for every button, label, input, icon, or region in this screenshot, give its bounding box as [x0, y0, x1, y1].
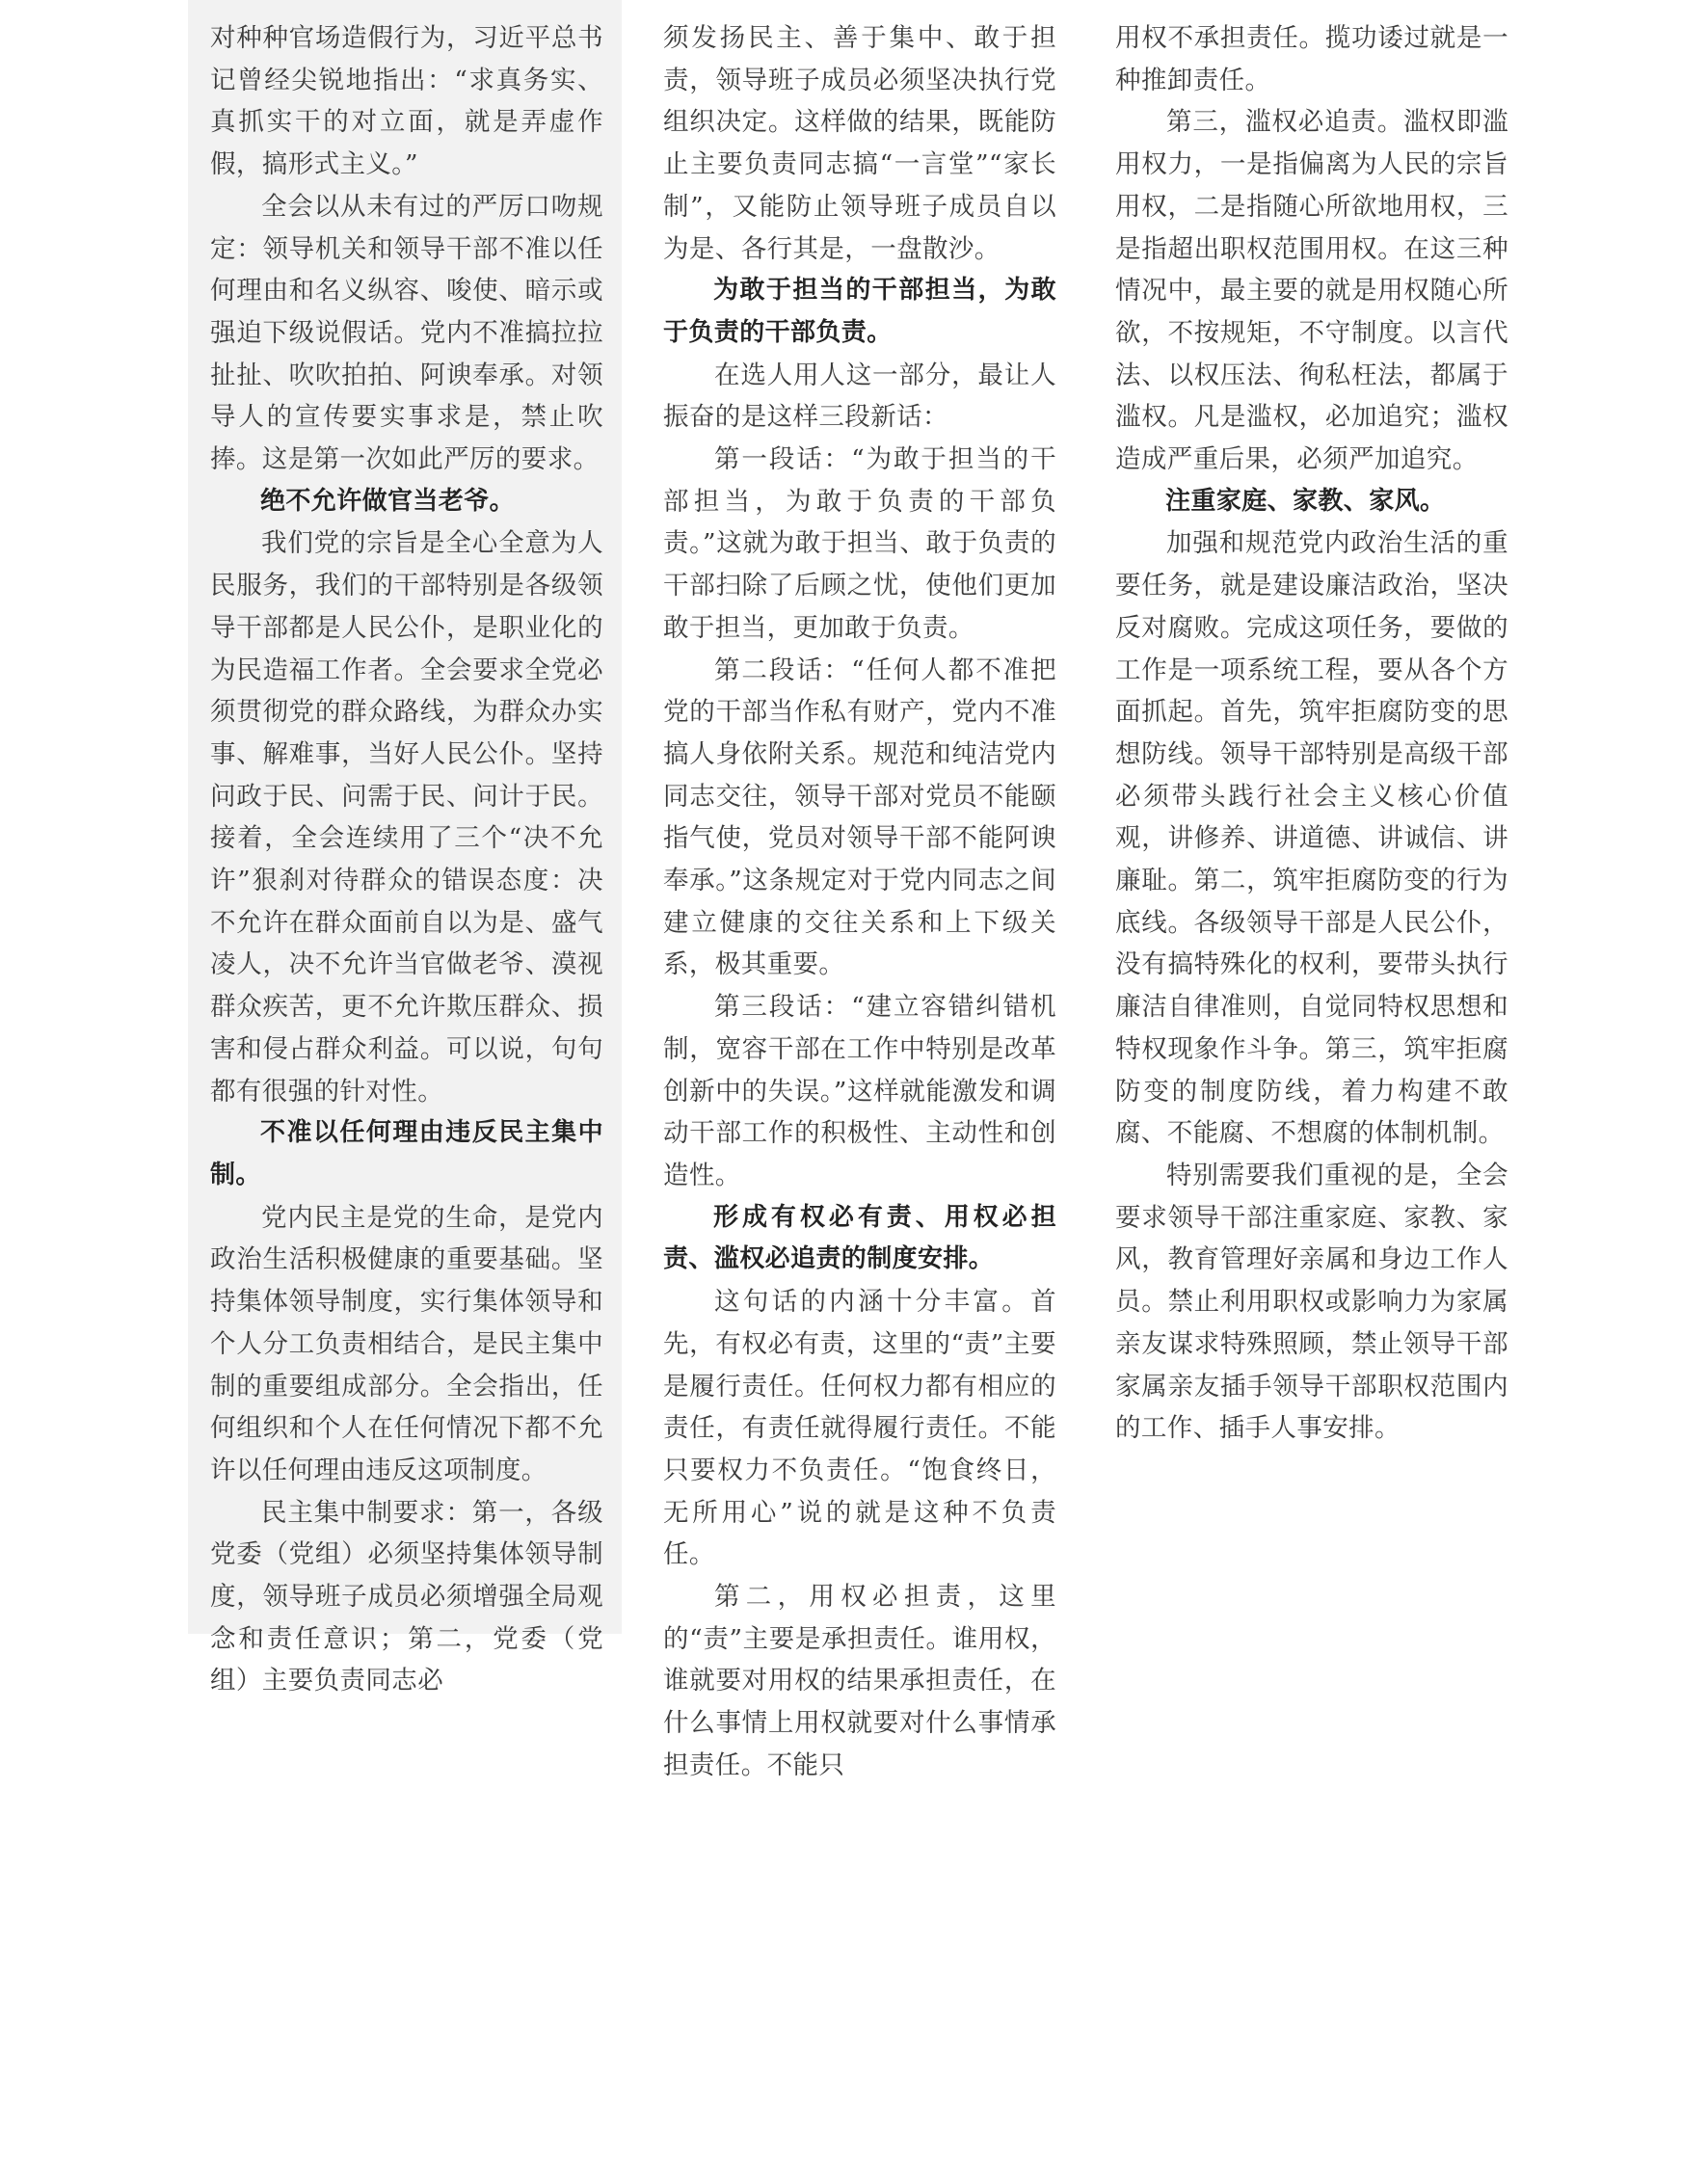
- paragraph: 对种种官场造假行为，习近平总书记曾经尖锐地指出：“求真务实、真抓实干的对立面，就是弄虚作假，搞形式主义。”: [210, 23, 603, 180]
- section-heading: 形成有权必有责、用权必担责、滥权必追责的制度安排。: [663, 1202, 1056, 1274]
- paragraph: 须发扬民主、善于集中、敢于担责，领导班子成员必须坚决执行党组织决定。这样做的结果，既能防止主要负责同志搞“一言堂”“家长制”，又能防止领导班子成员自以为是、各行其是，一盘散沙。: [663, 23, 1056, 264]
- paragraph: 第三段话：“建立容错纠错机制，宽容干部在工作中特别是改革创新中的失误。”这样就能激发和调动干部工作的积极性、主动性和创造性。: [663, 992, 1056, 1190]
- paragraph: 第三，滥权必追责。滥权即滥用权力，一是指偏离为人民的宗旨用权，二是指随心所欲地用权，三是指超出职权范围用权。在这三种情况中，最主要的就是用权随心所欲，不按规矩，不守制度。以言代法、以权压法、徇私枉法，都属于滥权。凡是滥权，必加追究；滥权造成严重后果，必须严加追究。: [1115, 107, 1508, 475]
- paragraph: 在选人用人这一部分，最让人振奋的是这样三段新话：: [663, 360, 1056, 433]
- section-heading: 不准以任何理由违反民主集中制。: [210, 1118, 603, 1189]
- paragraph: 党内民主是党的生命，是党内政治生活积极健康的重要基础。坚持集体领导制度，实行集体领导和个人分工负责相结合，是民主集中制的重要组成部分。全会指出，任何组织和个人在任何情况下都不允许以任何理由违反这项制度。: [210, 1202, 603, 1485]
- paragraph: 第二段话：“任何人都不准把党的干部当作私有财产，党内不准搞人身依附关系。规范和纯洁党内同志交往，领导干部对党员不能颐指气使，党员对领导干部不能阿谀奉承。”这条规定对于党内同志之间建立健康的交往关系和上下级关系，极其重要。: [663, 654, 1056, 980]
- text-column-3: [1115, 17, 1508, 1450]
- section-heading: 注重家庭、家教、家风。: [1165, 486, 1446, 516]
- paragraph: 全会以从未有过的严厉口吻规定：领导机关和领导干部不准以任何理由和名义纵容、唆使、暗示或强迫下级说假话。党内不准搞拉拉扯扯、吹吹拍拍、阿谀奉承。对领导人的宣传要实事求是，禁止吹捧。这是第一次如此严厉的要求。: [210, 191, 603, 475]
- paragraph: 这句话的内涵十分丰富。首先，有权必有责，这里的“责”主要是履行责任。任何权力都有相应的责任，有责任就得履行责任。不能只要权力不负责任。“饱食终日，无所用心”说的就是这种不负责任。: [663, 1287, 1056, 1570]
- paragraph: 特别需要我们重视的是，全会要求领导干部注重家庭、家教、家风，教育管理好亲属和身边工作人员。禁止利用职权或影响力为家属亲友谋求特殊照顾，禁止领导干部家属亲友插手领导干部职权范围内的工作、插手人事安排。: [1115, 1160, 1508, 1444]
- paragraph: 用权不承担责任。揽功诿过就是一种推卸责任。: [1115, 23, 1508, 95]
- section-heading: 为敢于担当的干部担当，为敢于负责的干部负责。: [663, 276, 1056, 347]
- text-column-2: [663, 17, 1056, 1787]
- paragraph: 第一段话：“为敢于担当的干部担当，为敢于负责的干部负责。”这就为敢于担当、敢于负责的干部扫除了后顾之忧，使他们更加敢于担当，更加敢于负责。: [663, 444, 1056, 643]
- section-heading: 绝不允许做官当老爷。: [260, 486, 516, 516]
- paragraph: 民主集中制要求：第一，各级党委（党组）必须坚持集体领导制度，领导班子成员必须增强全局观念和责任意识；第二，党委（党组）主要负责同志必: [210, 1497, 603, 1696]
- text-column-1: [210, 17, 603, 1702]
- paragraph: 第二，用权必担责，这里的“责”主要是承担责任。谁用权，谁就要对用权的结果承担责任，在什么事情上用权就要对什么事情承担责任。不能只: [663, 1582, 1056, 1780]
- paragraph: 加强和规范党内政治生活的重要任务，就是建设廉洁政治，坚决反对腐败。完成这项任务，要做的工作是一项系统工程，要从各个方面抓起。首先，筑牢拒腐防变的思想防线。领导干部特别是高级干部必须带头践行社会主义核心价值观，讲修养、讲道德、讲诚信、讲廉耻。第二，筑牢拒腐防变的行为底线。各级领导干部是人民公仆，没有搞特殊化的权利，要带头执行廉洁自律准则，自觉同特权思想和特权现象作斗争。第三，筑牢拒腐防变的制度防线，着力构建不敢腐、不能腐、不想腐的体制机制。: [1115, 528, 1508, 1149]
- paragraph: 我们党的宗旨是全心全意为人民服务，我们的干部特别是各级领导干部都是人民公仆，是职业化的为民造福工作者。全会要求全党必须贯彻党的群众路线，为群众办实事、解难事，当好人民公仆。坚持问政于民、问需于民、问计于民。接着，全会连续用了三个“决不允许”狠刹对待群众的错误态度：决不允许在群众面前自以为是、盛气凌人，决不允许当官做老爷、漠视群众疾苦，更不允许欺压群众、损害和侵占群众利益。可以说，句句都有很强的针对性。: [210, 528, 603, 1107]
